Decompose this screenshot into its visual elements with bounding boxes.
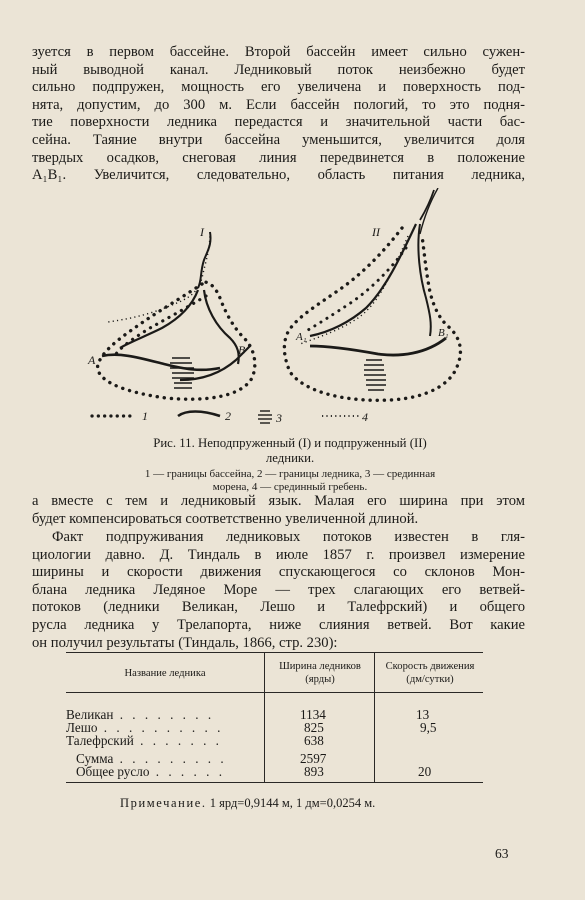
label-II: II [372,225,380,239]
legend-label-4: 4 [362,410,368,424]
table-header-name: Название ледника [124,668,206,679]
label-B1: B₁ [438,327,449,339]
glacier-I-right-boundary [204,290,239,364]
row-name: Сумма [76,751,114,766]
table-col-divider [264,652,265,782]
table-col-divider [374,652,375,782]
row-name: Талефрский [66,733,134,748]
legend-item-2 [178,409,231,423]
glacier-I-basin-inner [116,296,206,354]
label-I: I [200,225,204,239]
text-line: ширины и скорости движения спускающегося со склонов Мон- [32,564,525,581]
glacier-II-snowline [310,338,446,355]
table-header-speed: Скорость движения (дм/сутки) [385,661,475,685]
row-width: 2597 [300,751,327,766]
table-note [120,796,375,811]
glacier-II-right-boundary [418,224,430,336]
text-line: блана ледника Ледяное Море — трех слагающих его ветвей- [32,581,525,598]
paragraph-1 [32,44,525,185]
figure-caption [70,436,510,465]
text-line: нята, допустим, до 300 м. Если бассейн пологий, то это подня- [32,96,525,113]
legend-caption-line: морена, 4 — срединный гребень. [212,481,368,493]
table-header-rule [66,692,483,693]
caption-line: ледники. [265,450,315,465]
text-line: русла ледника у Трелапорта, ниже слияния ветвей. Вот какие [32,616,525,633]
legend-item-3 [258,411,282,425]
legend-item-4 [322,410,368,424]
paragraph-2 [32,493,525,528]
row-name: Общее русло [76,764,150,779]
note-label: Примечание. [120,796,207,810]
legend-label-1: 1 [142,409,148,423]
row-width: 1134 [300,707,326,722]
row-speed: 9,5 [420,720,437,735]
legend-label-2: 2 [225,409,231,423]
glacier-II-moraine [364,360,386,390]
row-width: 638 [304,733,324,748]
figure-legend [92,409,368,425]
page-number: 63 [495,846,509,861]
legend-label-3: 3 [276,411,282,425]
text-line: A₁B₁. Увеличится, следовательно, область питания ледника, [32,167,525,184]
glacier-I-feeder [198,232,211,288]
table-top-rule [66,652,483,653]
text-line: зуется в первом бассейне. Второй бассейн имеет сильно сужен- [32,44,525,60]
text-line: Факт подпруживания ледниковых потоков известен в гля- [52,529,525,545]
text-line: потоков (ледники Великан, Лешо и Талефрский) и общего [32,599,525,616]
text-line: а вместе с тем и ледниковый язык. Малая его ширина при этом [32,493,525,509]
text-line: твердых осадков, снеговая линия передвинется в положение [32,149,525,166]
row-speed: 20 [418,764,432,779]
label-A1: A₁ [296,331,307,343]
row-name: Великан [66,707,114,722]
text-line: он получил результаты (Тиндаль, 1866, стр. 230): [32,634,338,651]
figure-legend-caption [70,468,510,494]
figure-11 [60,188,530,428]
note-text: 1 ярд=0,9144 м, 1 дм=0,0254 м. [209,796,376,810]
glacier-II-feeder [420,190,434,220]
row-width: 893 [304,764,324,779]
table-bottom-rule [66,782,483,783]
text-line: будет компенсироваться соответственно увеличенной длиной. [32,510,419,527]
text-line: сейна. Таяние внутри бассейна уменьшится, увеличится доля [32,131,525,148]
text-line: тие поверхности ледника передастся и значительной части бас- [32,114,525,131]
glacier-II [284,188,460,400]
text-line: ный выводной канал. Ледниковый поток неизбежно будет [32,61,525,78]
glacier-I-moraine [170,358,194,388]
glacier-II-basin-inner [308,248,406,330]
glacier-II-branch [420,188,438,234]
glacier-I-snowline [102,355,220,370]
glacier-I-ridge [108,232,210,322]
legend-item-1 [92,409,148,423]
legend-caption-line: 1 — границы бассейна, 2 — границы ледника, 3 — срединная [144,468,436,480]
table-header-width: Ширина ледников (ярды) [279,661,361,685]
label-A: A [88,353,96,367]
row-speed: 13 [416,707,430,722]
caption-line: Рис. 11. Неподпруженный (I) и подпруженный (II) [153,436,427,450]
paragraph-3 [32,529,525,652]
label-B: B [238,343,246,357]
text-line: сильно подпружен, мощность его увеличена и поверхность под- [32,79,525,96]
text-line: циологии давно. Д. Тиндаль в июле 1857 г. произвел измерение [32,546,525,563]
glacier-I [98,232,255,399]
row-width: 825 [304,720,324,735]
row-name: Лешо [66,720,98,735]
data-table: Название ледника Ширина ледников (ярды) Скорость движения (дм/сутки) Великан . . . . . . . . 1134 13 Лешо . . . . . . . . . . 825 9,5 Талефрский . . . . . . . 638 Сумма . . . . . . . . . 2597 Общее русло . . . . . . 893 20 [66,648,483,794]
glacier-II-ridge [300,236,408,344]
